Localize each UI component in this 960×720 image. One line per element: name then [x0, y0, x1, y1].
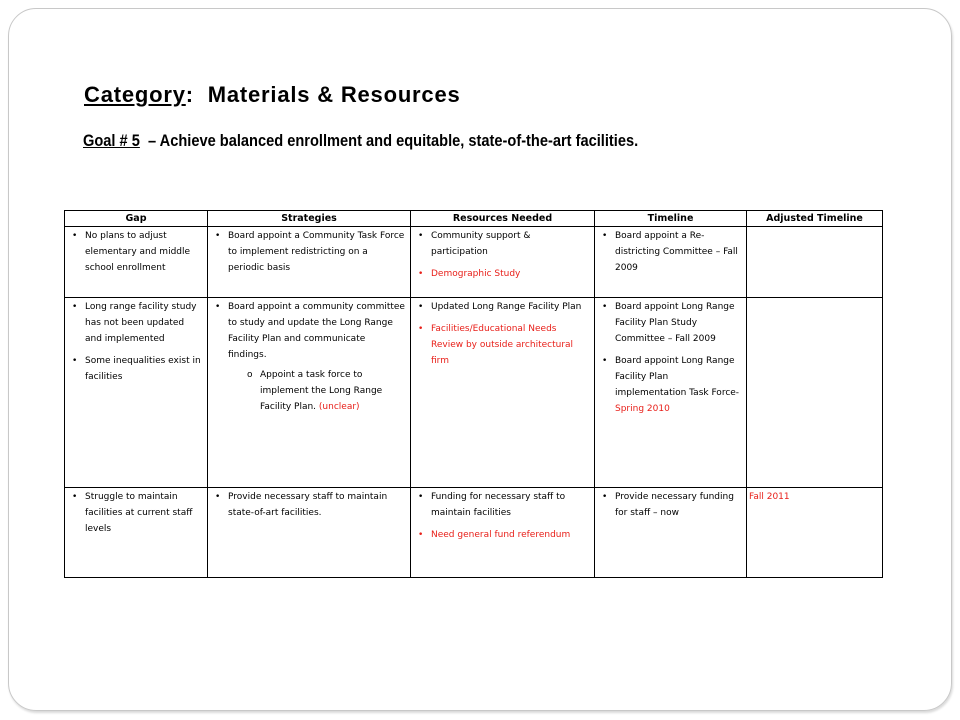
adjusted-timeline-cell [747, 227, 883, 298]
bullet-item: • Provide necessary funding for staff – now [597, 489, 742, 521]
bullet-item: • Board appoint a community committee to study and update the Long Range Facility Plan and communicate findings. [210, 299, 406, 363]
header-resources-needed: Resources Needed [411, 211, 595, 227]
header-timeline: Timeline [595, 211, 747, 227]
bullet-item: • Demographic Study [413, 266, 590, 282]
adjusted-timeline-cell [747, 298, 883, 488]
goal-statement [83, 131, 638, 151]
strategies-cell [208, 227, 411, 298]
bullet-item: • Need general fund referendum [413, 527, 590, 543]
bullet-item: • Board appoint Long Range Facility Plan Study Committee – Fall 2009 [597, 299, 742, 347]
bullet-item: • Struggle to maintain facilities at current staff levels [67, 489, 203, 537]
strategies-cell [208, 488, 411, 578]
goal-label: Goal # 5 [83, 131, 140, 150]
bullet-item [597, 353, 742, 417]
strategies-cell [208, 298, 411, 488]
table-row [65, 298, 883, 488]
header-gap: Gap [65, 211, 208, 227]
table-row [65, 488, 883, 578]
sub-bullet-text: Appoint a task force to implement the Long Range Facility Plan. [260, 370, 383, 412]
category-separator: : [185, 82, 194, 107]
bullet-text: Board appoint Long Range Facility Plan implementation Task Force- [615, 356, 740, 398]
bullet-item: • Community support & participation [413, 228, 590, 260]
bullet-item: • Facilities/Educational Needs Review by outside architectural firm [413, 321, 590, 369]
header-strategies: Strategies [208, 211, 411, 227]
goal-text: – Achieve balanced enrollment and equitable, state-of-the-art facilities. [143, 131, 639, 150]
timeline-cell [595, 298, 747, 488]
header-adjusted-timeline: Adjusted Timeline [747, 211, 883, 227]
sub-bullet-note: (unclear) [318, 402, 360, 412]
sub-bullet-item [210, 367, 406, 415]
bullet-item: • Updated Long Range Facility Plan [413, 299, 590, 315]
category-label: Category [84, 82, 186, 107]
gap-cell [65, 298, 208, 488]
adjusted-timeline-cell [747, 488, 883, 578]
timeline-red-text: Spring 2010 [615, 404, 670, 414]
gap-cell [65, 488, 208, 578]
table-row [65, 227, 883, 298]
bullet-item: • No plans to adjust elementary and middle school enrollment [67, 228, 203, 276]
table-header-row [65, 211, 883, 227]
resources-cell [411, 488, 595, 578]
category-title [84, 82, 461, 108]
category-value: Materials & Resources [207, 82, 461, 107]
resources-cell [411, 227, 595, 298]
adjusted-timeline-value: Fall 2011 [749, 492, 790, 502]
bullet-item: • Some inequalities exist in facilities [67, 353, 203, 385]
bullet-item: • Provide necessary staff to maintain state-of-art facilities. [210, 489, 406, 521]
bullet-item: • Board appoint a Re-districting Committee – Fall 2009 [597, 228, 742, 276]
timeline-cell [595, 488, 747, 578]
gap-cell [65, 227, 208, 298]
bullet-item: • Long range facility study has not been updated and implemented [67, 299, 203, 347]
strategy-table [64, 210, 883, 578]
bullet-item: • Board appoint a Community Task Force to implement redistricting on a periodic basis [210, 228, 406, 276]
resources-cell [411, 298, 595, 488]
timeline-cell [595, 227, 747, 298]
bullet-item: • Funding for necessary staff to maintain facilities [413, 489, 590, 521]
